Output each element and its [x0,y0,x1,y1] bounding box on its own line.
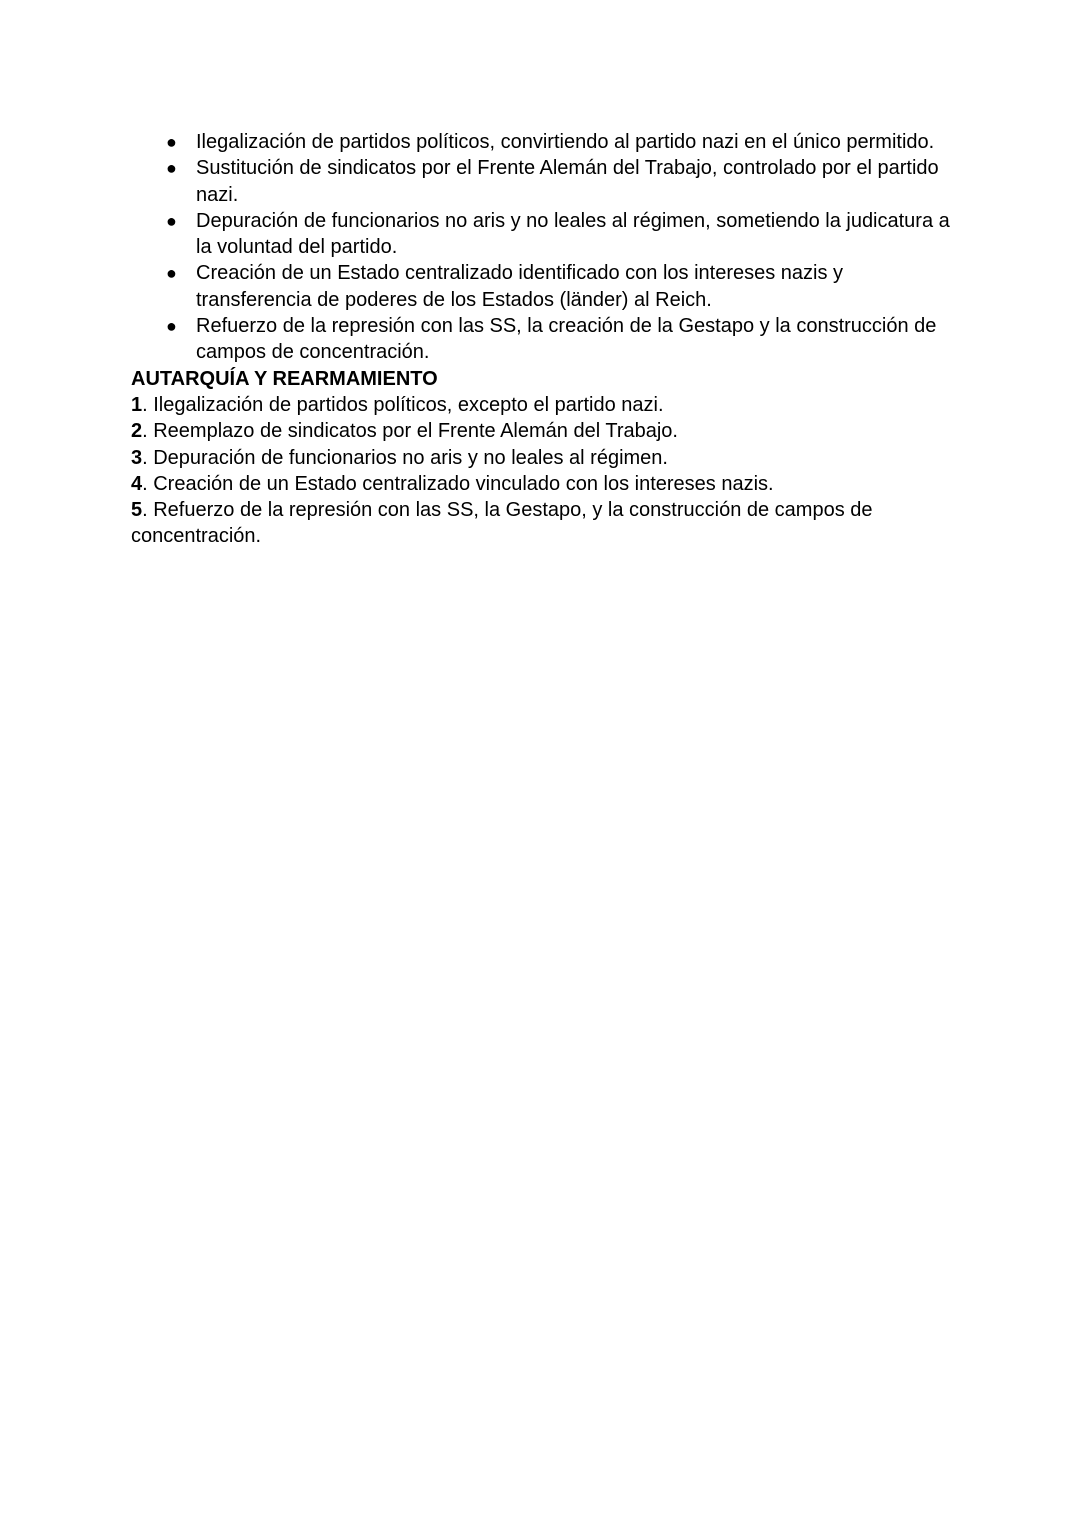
list-item-text: Sustitución de sindicatos por el Frente Alemán del Trabajo, controlado por el partido nazi. [196,157,939,206]
list-item-text: Creación de un Estado centralizado identificado con los intereses nazis y transferencia de poderes de los Estados (länder) al Reich. [196,262,844,311]
numbered-item [131,418,961,444]
list-item [131,313,961,366]
list-item [131,260,961,313]
item-text: . Reemplazo de sindicatos por el Frente Alemán del Trabajo. [142,420,678,443]
item-number: 4 [131,472,143,495]
numbered-item [131,445,961,471]
bullet-icon: ● [166,132,177,152]
item-number: 5 [131,499,143,522]
bullet-icon: ● [166,210,177,231]
item-text: . Refuerzo de la represión con las SS, la Gestapo, y la construcción de campos de concentración. [131,499,873,548]
numbered-item [131,471,961,497]
bullet-icon: ● [166,316,177,337]
numbered-list [131,392,961,550]
item-number: 3 [131,446,143,469]
list-item [131,155,961,208]
list-item-text: Ilegalización de partidos políticos, convirtiendo al partido nazi en el único permitido. [196,131,935,153]
item-text: . Creación de un Estado centralizado vinculado con los intereses nazis. [142,472,774,495]
item-text: . Depuración de funcionarios no aris y no leales al régimen. [142,446,668,469]
list-item-text: Refuerzo de la represión con las SS, la creación de la Gestapo y la construcción de campos de concentración. [196,315,937,364]
bullet-list [131,129,961,366]
document-body [131,129,961,550]
section-heading: AUTARQUÍA Y REARMAMIENTO [131,367,438,390]
bullet-icon: ● [166,263,177,284]
list-item [131,129,961,155]
item-number: 2 [131,420,143,443]
item-text: . Ilegalización de partidos políticos, excepto el partido nazi. [142,393,664,416]
item-number: 1 [131,393,143,416]
list-item [131,208,961,261]
bullet-icon: ● [166,158,177,179]
list-item-text: Depuración de funcionarios no aris y no leales al régimen, sometiendo la judicatura a la voluntad del partido. [196,209,950,259]
numbered-item [131,392,961,418]
numbered-item [131,497,961,550]
